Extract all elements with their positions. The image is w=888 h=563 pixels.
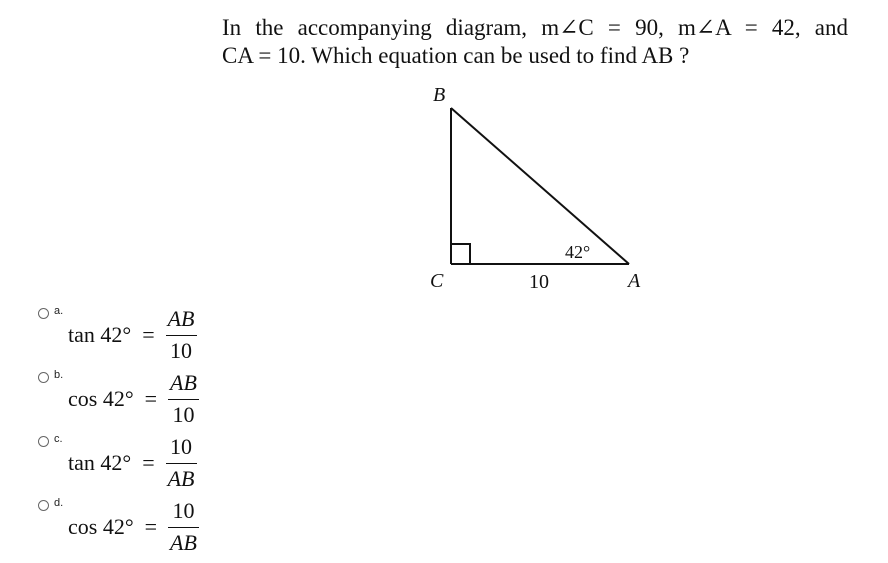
question-line-2: CA = 10. Which equation can be used to find AB ? [222, 43, 690, 68]
equation-lhs-a: tan 42° [68, 322, 132, 347]
fraction-a [166, 306, 197, 364]
choice-letter-a: a. [54, 305, 64, 317]
choice-c[interactable] [36, 430, 296, 491]
fraction-bar-d [168, 527, 199, 528]
choice-letter-c: c. [54, 433, 63, 445]
equation-b [68, 370, 199, 428]
fraction-c [166, 434, 197, 492]
equals-sign-c: = [142, 450, 155, 475]
angle-a-label: 42° [565, 242, 591, 262]
denominator-a: 10 [170, 338, 193, 363]
equation-d [68, 498, 199, 556]
denominator-d: AB [170, 530, 197, 555]
radio-button-a[interactable] [38, 308, 49, 319]
question-line-1: In the accompanying diagram, m∠C = 90, m∠A = 42, and [222, 15, 848, 40]
radio-button-c[interactable] [38, 436, 49, 447]
equation-lhs-d: cos 42° [68, 514, 134, 539]
numerator-a: AB [167, 306, 195, 331]
denominator-c: AB [167, 466, 195, 491]
choice-a[interactable] [36, 302, 296, 363]
equals-sign-a: = [142, 322, 155, 347]
numerator-b: AB [170, 370, 197, 395]
vertex-c-label: C [430, 270, 444, 292]
triangle-diagram [420, 82, 660, 292]
denominator-b: 10 [172, 402, 195, 427]
equation-a [68, 306, 197, 364]
choice-letter-d: d. [54, 497, 64, 509]
choice-b[interactable] [36, 366, 296, 427]
equals-sign-d: = [144, 514, 158, 539]
numerator-d: 10 [172, 498, 195, 523]
radio-button-d[interactable] [38, 500, 49, 511]
equation-lhs-b: cos 42° [68, 386, 134, 411]
fraction-b [168, 370, 199, 428]
fraction-bar-c [166, 463, 197, 464]
side-ca-length-label: 10 [529, 271, 549, 292]
choice-d[interactable] [36, 494, 296, 555]
equation-c [68, 434, 197, 492]
fraction-bar-a [166, 335, 197, 336]
side-ab [451, 108, 629, 264]
vertex-b-label: B [433, 84, 446, 106]
radio-button-b[interactable] [38, 372, 49, 383]
numerator-c: 10 [170, 434, 193, 459]
question-text [222, 14, 848, 70]
equation-lhs-c: tan 42° [68, 450, 132, 475]
choice-letter-b: b. [54, 369, 64, 381]
fraction-bar-b [168, 399, 199, 400]
right-angle-marker [451, 244, 470, 264]
fraction-d [168, 498, 199, 556]
vertex-a-label: A [628, 270, 641, 292]
equals-sign-b: = [144, 386, 158, 411]
triangle-figure [420, 82, 660, 292]
